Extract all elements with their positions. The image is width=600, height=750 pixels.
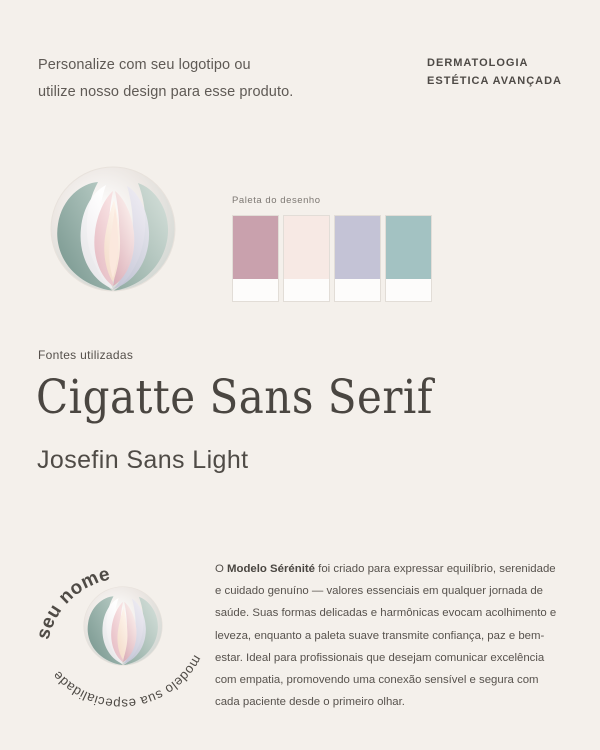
palette-swatches: [232, 215, 432, 302]
font-display-sample: Cigatte Sans Serif: [36, 369, 433, 424]
palette-title: Paleta do desenho: [232, 195, 321, 206]
flower-logo-icon: [42, 158, 184, 300]
swatch-color-3: [335, 216, 380, 279]
palette-swatch-3: [334, 215, 381, 302]
swatch-tint-4: [386, 279, 431, 301]
fonts-section-label: Fontes utilizadas: [38, 348, 134, 362]
font-secondary-sample: Josefin Sans Light: [37, 446, 249, 474]
palette-block: [232, 195, 432, 302]
circular-badge: [30, 532, 215, 717]
badge-bottom-text: modelo sua especialidade: [49, 652, 206, 712]
paragraph-rest: foi criado para expressar equilíbrio, serenidade e cuidado genuíno — valores essenciais em qualquer jornada de saúde. Suas formas delicadas e harmônicas evocam acolhimento e leveza, enquanto a paleta suave transmite confiança, paz e bem-estar. Ideal para profissionais que desejam comunicar excelência com empatia, promovendo uma conexão sensível e segura com cada paciente desde o primeiro olhar.: [215, 563, 557, 709]
specialty-line-2: ESTÉTICA AVANÇADA: [427, 75, 562, 88]
palette-swatch-4: [385, 215, 432, 302]
header-intro-line-1: Personalize com seu logotipo ou: [38, 57, 251, 73]
swatch-tint-2: [284, 279, 329, 301]
paragraph-model-name: Modelo Sérénité: [227, 563, 316, 575]
swatch-color-2: [284, 216, 329, 279]
swatch-tint-3: [335, 279, 380, 301]
header-intro-text: [38, 52, 293, 106]
specialty-line-1: DERMATOLOGIA: [427, 57, 529, 69]
description-paragraph: [215, 558, 563, 714]
paragraph-lead: O: [215, 563, 228, 575]
header-intro-line-2: utilize nosso design para esse produto.: [38, 83, 294, 100]
palette-swatch-1: [232, 215, 279, 302]
header-specialty-tag: [427, 52, 562, 90]
palette-swatch-2: [283, 215, 330, 302]
swatch-color-4: [386, 216, 431, 279]
header: [38, 52, 562, 106]
badge-flower-icon: [78, 581, 168, 671]
swatch-color-1: [233, 216, 278, 279]
badge-top-text: seu nome: [32, 563, 113, 642]
swatch-tint-1: [233, 279, 278, 301]
